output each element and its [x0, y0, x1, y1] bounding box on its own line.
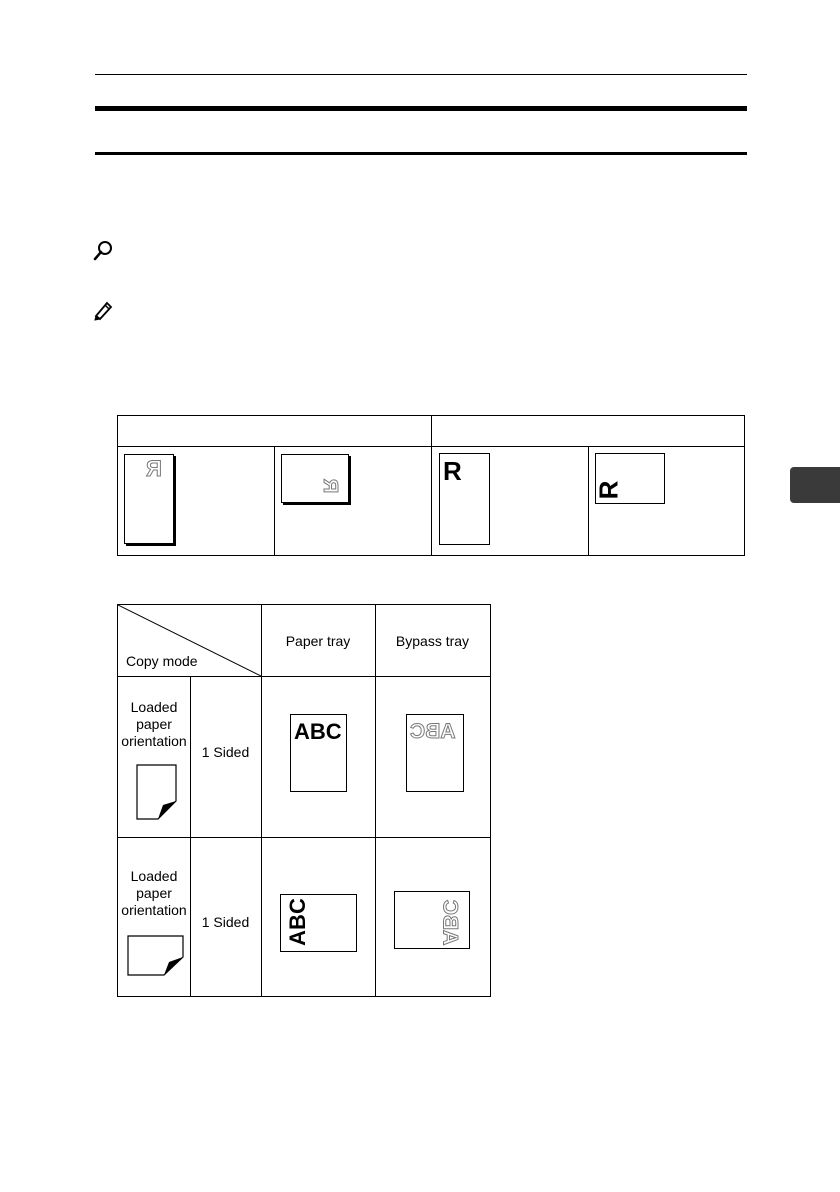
sample-glyph-dotted: R	[146, 456, 162, 481]
column-divider	[588, 446, 589, 555]
copy-mode-label: 1 Sided	[201, 914, 250, 930]
copy-mode-label: 1 Sided	[201, 744, 250, 760]
orientation-label: Loaded paper orientation	[121, 868, 187, 918]
sample-text-dotted: ABC	[410, 720, 456, 743]
header-rule	[95, 74, 747, 75]
orientation-label: Loaded paper orientation	[121, 699, 187, 749]
pencil-icon	[92, 299, 114, 321]
header-bypass-tray: Bypass tray	[395, 633, 470, 649]
column-divider	[274, 446, 275, 555]
column-divider	[375, 605, 376, 996]
sample-text: ABC	[284, 898, 310, 946]
chapter-tab	[790, 467, 840, 503]
row-divider	[118, 676, 490, 677]
title-top-rule	[95, 106, 747, 111]
sample-glyph: R	[593, 480, 624, 500]
sample-text: ABC	[294, 719, 342, 744]
copy-mode-table	[117, 604, 491, 997]
sample-glyph: R	[443, 456, 462, 486]
row-divider	[118, 837, 490, 838]
column-divider	[190, 676, 191, 996]
header-paper-tray: Paper tray	[285, 633, 351, 649]
sample-text-dotted: ABC	[438, 899, 462, 946]
column-divider	[431, 416, 432, 555]
column-divider	[261, 605, 262, 996]
orientation-table	[117, 415, 745, 556]
header-copy-mode: Copy mode	[126, 653, 198, 669]
title-bottom-rule	[95, 152, 747, 155]
magnifier-icon	[92, 240, 114, 262]
paper-landscape-folded-icon	[127, 935, 185, 977]
sample-glyph-dotted: R	[319, 478, 342, 494]
paper-portrait-folded-icon	[136, 764, 178, 820]
